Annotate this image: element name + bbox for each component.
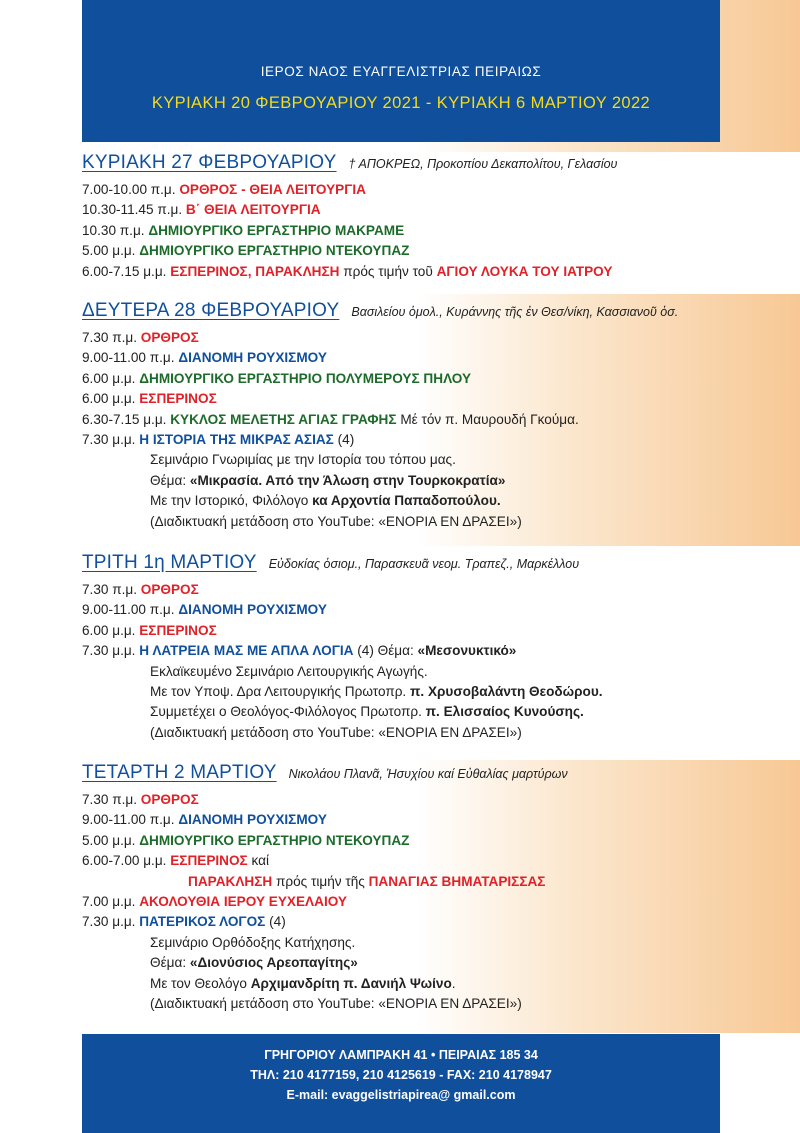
row-event: ΔΙΑΝΟΜΗ ΡΟΥΧΙΣΜΟΥ [178,350,327,366]
row-note: πρός τιμήν τῆς [275,873,365,889]
schedule-row [82,831,742,851]
row-time: 7.00 μ.μ. [82,894,136,910]
detail-text: Εκλαϊκευμένο Σεμινάριο Λειτουργικής Αγωγής. [150,663,428,679]
row-time: 6.30-7.15 μ.μ. [82,411,167,427]
day-section-wednesday [82,762,742,1014]
detail-text: (Διαδικτυακή μετάδοση στο YouTube: «ΕΝΟΡΙΑ ΕΝ ΔΡΑΣΕΙ») [150,724,522,740]
row-time: 9.00-11.00 π.μ. [82,812,175,828]
row-event: ΟΡΘΡΟΣ [140,330,199,345]
schedule-row [82,430,742,450]
row-event: ΟΡΘΡΟΣ [140,582,199,597]
row-time: 6.00 μ.μ. [82,370,136,386]
footer-address: ΓΡΗΓΟΡΙΟΥ ΛΑΜΠΡΑΚΗ 41 • ΠΕΙΡΑΙΑΣ 185 34 [264,1048,538,1062]
row-time: 10.30 π.μ. [82,222,145,238]
detail-text: Θέμα: [150,472,190,488]
row-event: ΔΗΜΙΟΥΡΓΙΚΟ ΕΡΓΑΣΤΗΡΙΟ ΠΟΛΥΜΕΡΟΥΣ ΠΗΛΟΥ [139,370,472,386]
row-note: Μέ τόν π. Μαυρουδή Γκούμα. [400,411,579,427]
schedule-row [82,851,742,871]
day-section-sunday [82,152,742,282]
row-event: Η ΛΑΤΡΕΙΑ ΜΑΣ ΜΕ ΑΠΛΑ ΛΟΓΙΑ [139,643,354,659]
row-time: 6.00-7.15 μ.μ. [82,263,167,279]
detail-row [82,974,742,994]
schedule-row [82,872,742,892]
row-time: 7.30 μ.μ. [82,914,136,930]
detail-text: (Διαδικτυακή μετάδοση στο YouTube: «ΕΝΟΡΙΑ ΕΝ ΔΡΑΣΕΙ») [150,513,522,529]
row-time: 7.30 π.μ. [82,582,137,597]
row-time: 5.00 μ.μ. [82,832,136,848]
schedule-row [82,790,742,810]
schedule-row [82,912,742,932]
day-title: ΔΕΥΤΕΡΑ 28 ΦΕΒΡΟΥΑΡΙΟΥ [82,300,340,321]
row-note: (4) [269,914,286,930]
day-saints: Βασιλείου ὁμολ., Κυράννης τῆς ἐν Θεσ/νίκη, Κασσιανοῦ ὁσ. [351,305,679,319]
detail-speaker: Αρχιμανδρίτη π. Δανιήλ Ψωίνο [250,975,452,991]
row-event: ΔΙΑΝΟΜΗ ΡΟΥΧΙΣΜΟΥ [178,812,327,828]
schedule-row [82,810,742,830]
row-event: Η ΙΣΤΟΡΙΑ ΤΗΣ ΜΙΚΡΑΣ ΑΣΙΑΣ [139,432,334,448]
schedule-row [82,369,742,389]
schedule-row [82,180,742,200]
row-event: ΚΥΚΛΟΣ ΜΕΛΕΤΗΣ ΑΓΙΑΣ ΓΡΑΦΗΣ [170,411,397,427]
row-event-2: ΠΑΝΑΓΙΑΣ ΒΗΜΑΤΑΡΙΣΣΑΣ [368,873,546,889]
detail-speaker: π. Χρυσοβαλάντη Θεοδώρου. [409,684,603,700]
row-event: ΟΡΘΡΟΣ [140,792,199,807]
row-time: 5.00 μ.μ. [82,243,136,259]
detail-row [82,933,742,953]
detail-text: Σεμινάριο Ορθόδοξης Κατήχησης. [150,934,356,950]
schedule-row [82,221,742,241]
row-time: 6.00 μ.μ. [82,391,136,407]
detail-topic: «Διονύσιος Αρεοπαγίτης» [189,955,358,971]
row-event: ΕΣΠΕΡΙΝΟΣ [139,622,217,638]
detail-text: (Διαδικτυακή μετάδοση στο YouTube: «ΕΝΟΡΙΑ ΕΝ ΔΡΑΣΕΙ») [150,996,522,1012]
detail-row [82,682,742,702]
schedule-row [82,262,742,282]
schedule-row [82,600,742,620]
detail-text: Με τον Θεολόγο [150,975,251,991]
detail-text: Με τον Υποψ. Δρα Λειτουργικής Πρωτοπρ. [150,684,410,700]
detail-text: Θέμα: [150,955,190,971]
detail-topic: «Μικρασία. Από την Άλωση στην Τουρκοκρατία» [189,472,506,488]
detail-row [82,662,742,682]
schedule-row [82,348,742,368]
detail-row [82,491,742,511]
schedule-row [82,389,742,409]
row-event: ΔΗΜΙΟΥΡΓΙΚΟ ΕΡΓΑΣΤΗΡΙΟ ΝΤΕΚΟΥΠΑΖ [139,243,410,259]
day-title: ΤΕΤΑΡΤΗ 2 ΜΑΡΤΙΟΥ [82,762,277,783]
row-time: 6.00 μ.μ. [82,622,136,638]
row-time: 7.30 μ.μ. [82,643,136,659]
footer-email: E-mail: evaggelistriapirea@ gmail.com [286,1088,516,1102]
detail-row [82,471,742,491]
page-footer [82,1034,720,1133]
detail-row [82,994,742,1014]
row-event: Β΄ ΘΕΙΑ ΛΕΙΤΟΥΡΓΙΑ [185,202,321,218]
row-event: ΔΗΜΙΟΥΡΓΙΚΟ ΕΡΓΑΣΤΗΡΙΟ ΜΑΚΡΑΜΕ [148,222,405,238]
row-event: ΑΚΟΛΟΥΘΙΑ ΙΕΡΟΥ ΕΥΧΕΛΑΙΟΥ [139,894,347,910]
detail-row [82,512,742,532]
row-time: 10.30-11.45 π.μ. [82,202,183,218]
detail-speaker: π. Ελισσαίος Κυνούσης. [425,704,584,720]
day-saints: † ΑΠΟΚΡΕΩ, Προκοπίου Δεκαπολίτου, Γελασίου [348,157,618,171]
row-time: 7.30 π.μ. [82,792,137,807]
detail-row [82,450,742,470]
page-header [82,0,720,142]
day-saints: Εὐδοκίας ὁσιομ., Παρασκευᾶ νεομ. Τραπεζ., Μαρκέλλου [268,557,580,571]
schedule-row [82,241,742,261]
schedule-row [82,580,742,600]
row-time: 6.00-7.00 μ.μ. [82,853,167,869]
schedule-period: ΚΥΡΙΑΚΗ 20 ΦΕΒΡΟΥΑΡΙΟΥ 2021 - ΚΥΡΙΑΚΗ 6 ΜΑΡΤΙΟΥ 2022 [151,94,651,112]
row-time: 7.30 π.μ. [82,330,137,345]
schedule-row [82,200,742,220]
footer-phones: ΤΗΛ: 210 4177159, 210 4125619 - FAX: 210 4178947 [250,1068,552,1082]
row-time: 7.00-10.00 π.μ. [82,182,176,197]
row-time: 9.00-11.00 π.μ. [82,350,175,366]
detail-text: Συμμετέχει ο Θεολόγος-Φιλόλογος Πρωτοπρ. [150,704,426,720]
schedule-row [82,641,742,661]
detail-speaker: κα Αρχοντία Παπαδοπούλου. [312,493,501,509]
day-section-tuesday [82,552,742,743]
detail-row [82,702,742,722]
row-event: ΠΑΡΑΚΛΗΣΗ [188,873,273,889]
row-note: πρός τιμήν τοῦ [343,263,433,279]
schedule-row [82,410,742,430]
schedule-row [82,892,742,912]
row-note: (4) Θέμα: [357,643,414,659]
row-note: (4) [337,432,355,448]
row-event: ΕΣΠΕΡΙΝΟΣ, ΠΑΡΑΚΛΗΣΗ [170,263,340,279]
row-time: 9.00-11.00 π.μ. [82,602,175,618]
day-title: ΚΥΡΙΑΚΗ 27 ΦΕΒΡΟΥΑΡΙΟΥ [82,152,337,173]
schedule-row [82,621,742,641]
detail-text: Σεμινάριο Γνωριμίας με την Ιστορία του τόπου μας. [150,452,456,468]
row-note: καί [251,853,270,869]
detail-text: Με την Ιστορικό, Φιλόλογο [150,493,313,509]
row-topic: «Μεσονυκτικό» [417,643,517,659]
parish-name: ΙΕΡΟΣ ΝΑΟΣ ΕΥΑΓΓΕΛΙΣΤΡΙΑΣ ΠΕΙΡΑΙΩΣ [260,64,542,79]
schedule-row [82,328,742,348]
row-event-2: ΑΓΙΟΥ ΛΟΥΚΑ ΤΟΥ ΙΑΤΡΟΥ [436,263,613,279]
row-event: ΕΣΠΕΡΙΝΟΣ [170,853,248,869]
detail-row [82,723,742,743]
row-event: ΕΣΠΕΡΙΝΟΣ [139,391,217,407]
day-section-monday [82,300,742,532]
day-title: ΤΡΙΤΗ 1η ΜΑΡΤΙΟΥ [82,552,257,573]
detail-text: . [451,975,456,991]
row-event: ΔΙΑΝΟΜΗ ΡΟΥΧΙΣΜΟΥ [178,602,327,618]
row-time: 7.30 μ.μ. [82,432,136,448]
row-event: ΟΡΘΡΟΣ - ΘΕΙΑ ΛΕΙΤΟΥΡΓΙΑ [179,182,366,197]
row-event: ΔΗΜΙΟΥΡΓΙΚΟ ΕΡΓΑΣΤΗΡΙΟ ΝΤΕΚΟΥΠΑΖ [139,832,410,848]
row-event: ΠΑΤΕΡΙΚΟΣ ΛΟΓΟΣ [139,914,266,930]
detail-row [82,953,742,973]
day-saints: Νικολάου Πλανᾶ, Ἡσυχίου καί Εὐθαλίας μαρτύρων [288,767,568,781]
